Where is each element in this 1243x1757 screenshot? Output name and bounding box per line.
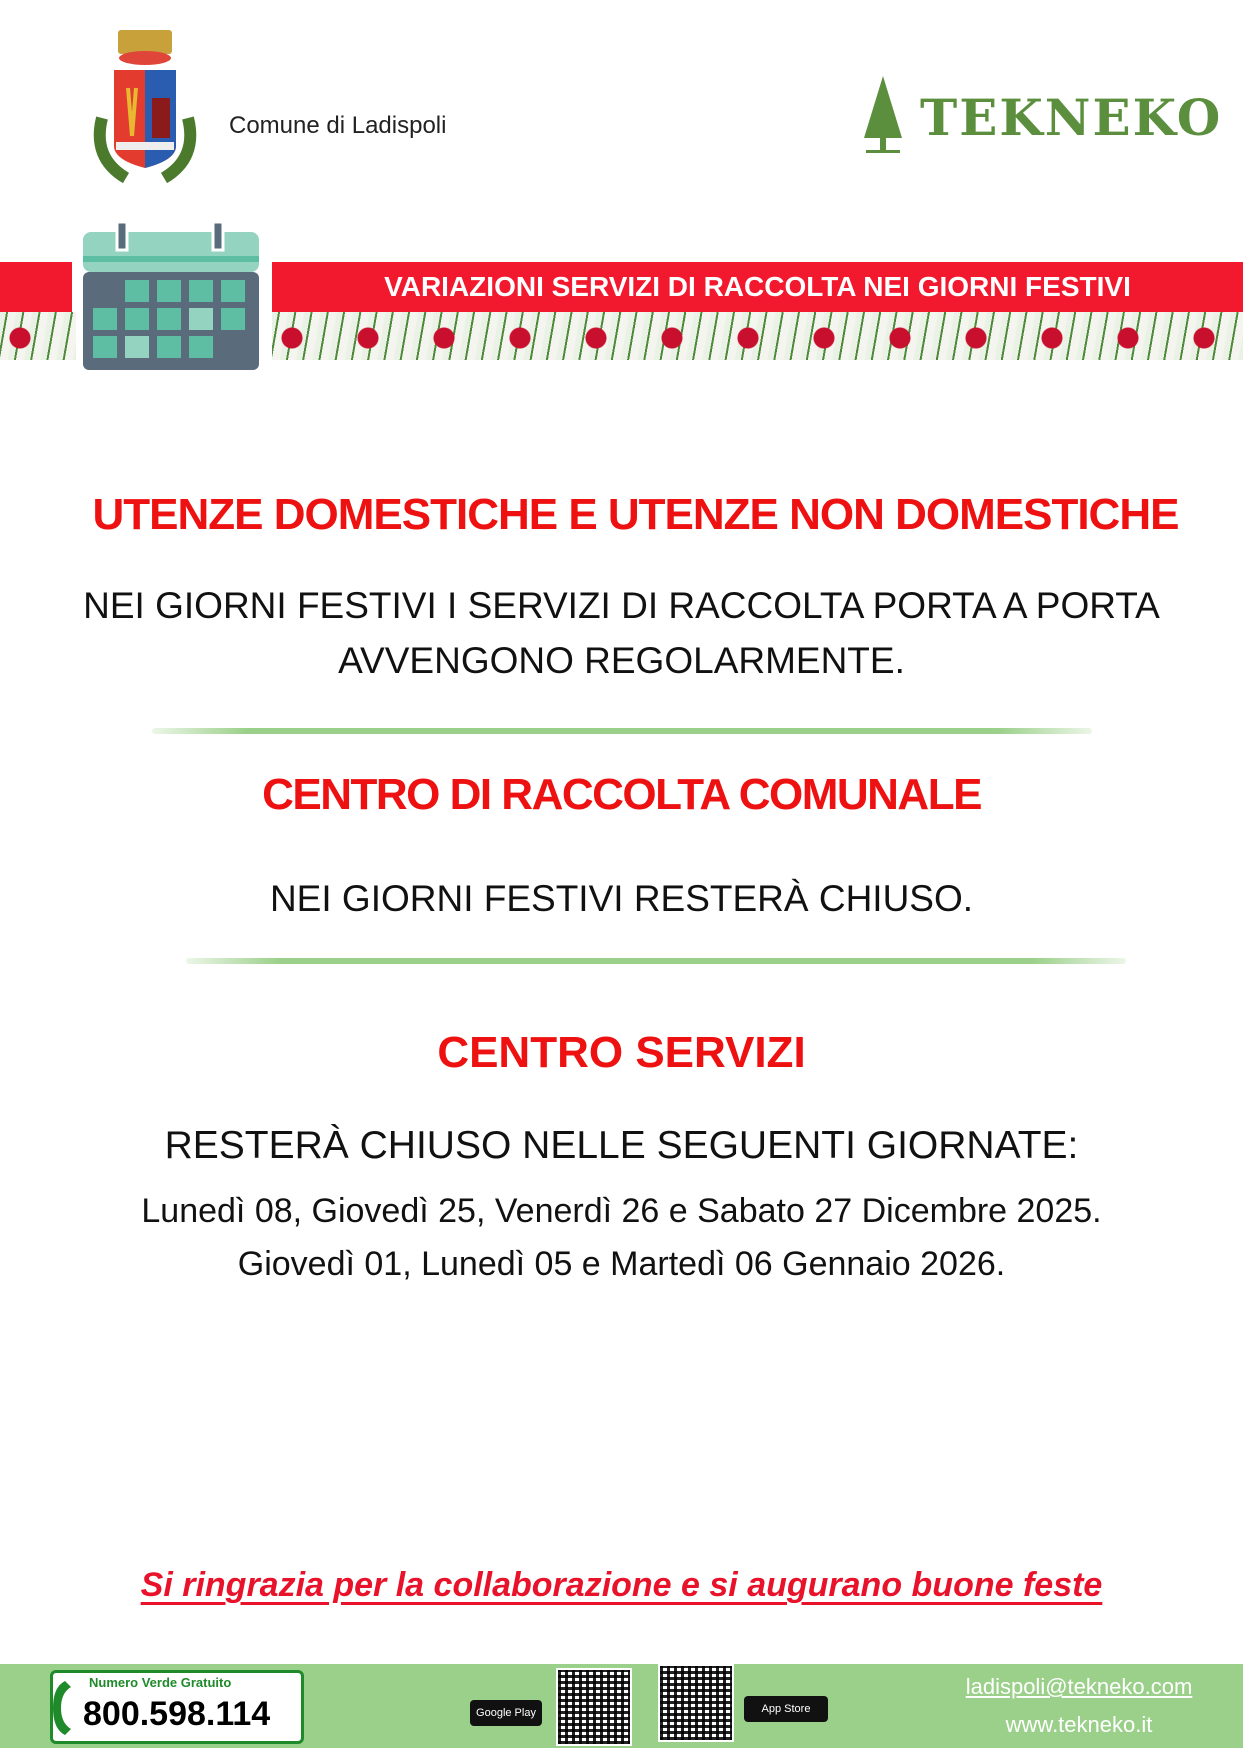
closing-message: Si ringrazia per la collaborazione e si augurano buone feste [140,1566,1103,1604]
calendar-icon [83,222,259,370]
section-body-utenze-line1: NEI GIORNI FESTIVI I SERVIZI DI RACCOLTA PORTA A PORTA [83,585,1160,626]
phone-label: Numero Verde Gratuito [89,1675,232,1690]
section-divider [186,958,1126,964]
banner-left-strip [0,262,72,312]
google-play-badge[interactable]: Google Play [470,1700,542,1726]
christmas-garland-right [272,312,1243,360]
closure-dates-december: Lunedì 08, Giovedì 25, Venerdì 26 e Sabato 27 Dicembre 2025. [141,1192,1102,1230]
section-title-utenze: UTENZE DOMESTICHE E UTENZE NON DOMESTICHE [92,490,1179,539]
tekneko-logo [858,74,1223,158]
email-link[interactable]: ladispoli@tekneko.com [965,1674,1193,1699]
phone-number[interactable]: 800.598.114 [83,1695,271,1733]
toll-free-number-box[interactable] [50,1670,304,1744]
app-store-badge[interactable]: App Store [744,1696,828,1722]
footer [0,1664,1243,1748]
ladispoli-crest-logo [86,28,204,192]
section-title-centro-raccolta: CENTRO DI RACCOLTA COMUNALE [262,770,981,819]
brand-name: TEKNEKO [920,88,1223,147]
phone-icon [51,1679,73,1737]
christmas-garland-left [0,312,76,360]
banner-title: VARIAZIONI SERVIZI DI RACCOLTA NEI GIORNI FESTIVI [272,262,1243,312]
tree-icon [858,74,908,158]
section-body-centro-raccolta: NEI GIORNI FESTIVI RESTERÀ CHIUSO. [269,878,974,919]
qr-code-android[interactable] [556,1668,632,1746]
section-body-centro-servizi: RESTERÀ CHIUSO NELLE SEGUENTI GIORNATE: [164,1124,1079,1167]
website-link[interactable]: www.tekneko.it [1005,1712,1153,1737]
section-divider [152,728,1092,734]
section-title-centro-servizi: CENTRO SERVIZI [437,1028,806,1077]
section-body-utenze-line2: AVVENGONO REGOLARMENTE. [338,640,905,681]
qr-code-ios[interactable] [658,1664,734,1742]
municipality-name: Comune di Ladispoli [229,112,447,139]
closure-dates-january: Giovedì 01, Lunedì 05 e Martedì 06 Gennaio 2026. [237,1245,1006,1283]
